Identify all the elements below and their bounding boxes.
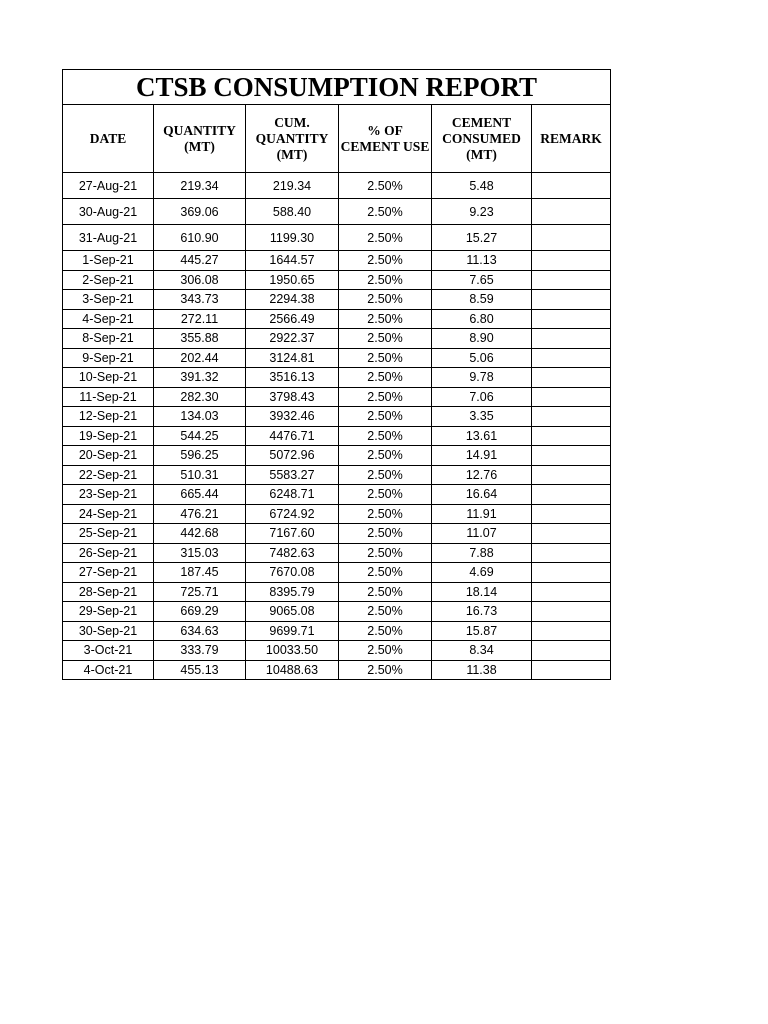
cell-consumed: 4.69 (432, 563, 532, 583)
header-date (63, 105, 154, 173)
cell-cum-quantity: 2294.38 (246, 290, 339, 310)
cell-pct: 2.50% (339, 348, 432, 368)
cell-quantity: 669.29 (154, 602, 246, 622)
cell-pct: 2.50% (339, 251, 432, 271)
cell-quantity: 355.88 (154, 329, 246, 349)
table-row (63, 348, 611, 368)
header-pct-cement (339, 105, 432, 173)
cell-quantity: 202.44 (154, 348, 246, 368)
cell-remark (532, 225, 611, 251)
table-row (63, 368, 611, 388)
cell-quantity: 725.71 (154, 582, 246, 602)
cell-quantity: 442.68 (154, 524, 246, 544)
cell-cum-quantity: 3516.13 (246, 368, 339, 388)
cell-cum-quantity: 9699.71 (246, 621, 339, 641)
cell-cum-quantity: 10033.50 (246, 641, 339, 661)
cell-date: 2-Sep-21 (63, 270, 154, 290)
cell-cum-quantity: 2566.49 (246, 309, 339, 329)
header-quantity-line: (MT) (184, 138, 215, 154)
cell-date: 27-Aug-21 (63, 173, 154, 199)
cell-consumed: 7.06 (432, 387, 532, 407)
cell-remark (532, 446, 611, 466)
cell-pct: 2.50% (339, 660, 432, 680)
cell-remark (532, 582, 611, 602)
table-row (63, 387, 611, 407)
cell-date: 22-Sep-21 (63, 465, 154, 485)
cell-quantity: 634.63 (154, 621, 246, 641)
cell-remark (532, 290, 611, 310)
cell-consumed: 13.61 (432, 426, 532, 446)
cell-cum-quantity: 5072.96 (246, 446, 339, 466)
cell-remark (532, 485, 611, 505)
cell-consumed: 6.80 (432, 309, 532, 329)
cell-quantity: 445.27 (154, 251, 246, 271)
cell-pct: 2.50% (339, 485, 432, 505)
table-row (63, 602, 611, 622)
cell-quantity: 187.45 (154, 563, 246, 583)
header-cement-consumed-line: (MT) (466, 146, 497, 162)
cell-pct: 2.50% (339, 426, 432, 446)
cell-remark (532, 368, 611, 388)
cell-consumed: 9.78 (432, 368, 532, 388)
cell-date: 8-Sep-21 (63, 329, 154, 349)
cell-cum-quantity: 1644.57 (246, 251, 339, 271)
cell-cum-quantity: 7482.63 (246, 543, 339, 563)
cell-pct: 2.50% (339, 621, 432, 641)
cell-cum-quantity: 6248.71 (246, 485, 339, 505)
consumption-report-table (62, 69, 611, 680)
cell-date: 31-Aug-21 (63, 225, 154, 251)
cell-date: 29-Sep-21 (63, 602, 154, 622)
table-row (63, 407, 611, 427)
cell-consumed: 11.38 (432, 660, 532, 680)
cell-date: 28-Sep-21 (63, 582, 154, 602)
cell-date: 11-Sep-21 (63, 387, 154, 407)
cell-remark (532, 387, 611, 407)
cell-date: 27-Sep-21 (63, 563, 154, 583)
cell-consumed: 7.88 (432, 543, 532, 563)
cell-consumed: 12.76 (432, 465, 532, 485)
table-row (63, 465, 611, 485)
header-pct-cement-line: % OF (367, 122, 403, 138)
header-remark-line: REMARK (540, 130, 602, 146)
cell-quantity: 282.30 (154, 387, 246, 407)
cell-date: 1-Sep-21 (63, 251, 154, 271)
cell-quantity: 315.03 (154, 543, 246, 563)
cell-remark (532, 426, 611, 446)
cell-consumed: 18.14 (432, 582, 532, 602)
cell-pct: 2.50% (339, 504, 432, 524)
cell-pct: 2.50% (339, 270, 432, 290)
cell-date: 4-Sep-21 (63, 309, 154, 329)
cell-remark (532, 543, 611, 563)
cell-consumed: 16.73 (432, 602, 532, 622)
cell-quantity: 272.11 (154, 309, 246, 329)
table-row (63, 309, 611, 329)
cell-pct: 2.50% (339, 368, 432, 388)
cell-cum-quantity: 7167.60 (246, 524, 339, 544)
cell-consumed: 11.13 (432, 251, 532, 271)
table-row (63, 173, 611, 199)
cell-pct: 2.50% (339, 524, 432, 544)
cell-cum-quantity: 7670.08 (246, 563, 339, 583)
cell-pct: 2.50% (339, 199, 432, 225)
table-row (63, 199, 611, 225)
table-row (63, 426, 611, 446)
cell-cum-quantity: 9065.08 (246, 602, 339, 622)
cell-remark (532, 621, 611, 641)
cell-pct: 2.50% (339, 582, 432, 602)
header-date-line: DATE (89, 130, 127, 146)
title-row (63, 70, 611, 105)
cell-cum-quantity: 588.40 (246, 199, 339, 225)
cell-quantity: 455.13 (154, 660, 246, 680)
table-row (63, 485, 611, 505)
cell-consumed: 16.64 (432, 485, 532, 505)
cell-pct: 2.50% (339, 602, 432, 622)
cell-quantity: 391.32 (154, 368, 246, 388)
cell-pct: 2.50% (339, 225, 432, 251)
cell-consumed: 7.65 (432, 270, 532, 290)
cell-consumed: 8.90 (432, 329, 532, 349)
table-row (63, 270, 611, 290)
cell-remark (532, 251, 611, 271)
cell-pct: 2.50% (339, 543, 432, 563)
cell-date: 30-Sep-21 (63, 621, 154, 641)
cell-pct: 2.50% (339, 641, 432, 661)
cell-quantity: 596.25 (154, 446, 246, 466)
cell-remark (532, 563, 611, 583)
table-row (63, 582, 611, 602)
cell-consumed: 5.48 (432, 173, 532, 199)
cell-date: 10-Sep-21 (63, 368, 154, 388)
cell-quantity: 369.06 (154, 199, 246, 225)
cell-pct: 2.50% (339, 563, 432, 583)
cell-quantity: 343.73 (154, 290, 246, 310)
table-row (63, 251, 611, 271)
header-cement-consumed-line: CEMENT (451, 114, 512, 130)
cell-quantity: 544.25 (154, 426, 246, 446)
header-cement-consumed (432, 105, 532, 173)
cell-pct: 2.50% (339, 387, 432, 407)
cell-quantity: 134.03 (154, 407, 246, 427)
cell-pct: 2.50% (339, 329, 432, 349)
report-body (63, 173, 611, 680)
cell-remark (532, 524, 611, 544)
table-row (63, 524, 611, 544)
cell-date: 3-Oct-21 (63, 641, 154, 661)
cell-remark (532, 504, 611, 524)
cell-date: 23-Sep-21 (63, 485, 154, 505)
cell-cum-quantity: 1950.65 (246, 270, 339, 290)
cell-quantity: 476.21 (154, 504, 246, 524)
cell-date: 25-Sep-21 (63, 524, 154, 544)
cell-pct: 2.50% (339, 173, 432, 199)
cell-quantity: 306.08 (154, 270, 246, 290)
cell-cum-quantity: 8395.79 (246, 582, 339, 602)
header-quantity (154, 105, 246, 173)
cell-cum-quantity: 3798.43 (246, 387, 339, 407)
header-row (63, 105, 611, 173)
header-remark (532, 105, 611, 173)
table-row (63, 504, 611, 524)
table-row (63, 660, 611, 680)
cell-date: 30-Aug-21 (63, 199, 154, 225)
header-quantity-line: QUANTITY (163, 122, 236, 138)
cell-date: 12-Sep-21 (63, 407, 154, 427)
cell-pct: 2.50% (339, 465, 432, 485)
header-cement-consumed-line: CONSUMED (442, 130, 521, 146)
cell-date: 19-Sep-21 (63, 426, 154, 446)
table-row (63, 621, 611, 641)
cell-consumed: 9.23 (432, 199, 532, 225)
cell-consumed: 5.06 (432, 348, 532, 368)
cell-pct: 2.50% (339, 407, 432, 427)
cell-remark (532, 173, 611, 199)
table-row (63, 290, 611, 310)
cell-remark (532, 270, 611, 290)
report-title: CTSB CONSUMPTION REPORT (63, 70, 611, 105)
cell-remark (532, 465, 611, 485)
cell-remark (532, 348, 611, 368)
header-cum-quantity-line: (MT) (276, 146, 308, 162)
table-row (63, 225, 611, 251)
table-row (63, 543, 611, 563)
cell-pct: 2.50% (339, 290, 432, 310)
cell-remark (532, 641, 611, 661)
cell-remark (532, 309, 611, 329)
header-cum-quantity-line: CUM. (274, 114, 310, 130)
cell-cum-quantity: 10488.63 (246, 660, 339, 680)
cell-quantity: 333.79 (154, 641, 246, 661)
cell-cum-quantity: 3932.46 (246, 407, 339, 427)
cell-cum-quantity: 6724.92 (246, 504, 339, 524)
cell-consumed: 8.59 (432, 290, 532, 310)
cell-quantity: 510.31 (154, 465, 246, 485)
header-pct-cement-line: CEMENT USE (340, 138, 430, 154)
cell-consumed: 3.35 (432, 407, 532, 427)
cell-date: 4-Oct-21 (63, 660, 154, 680)
cell-remark (532, 407, 611, 427)
cell-date: 3-Sep-21 (63, 290, 154, 310)
cell-cum-quantity: 2922.37 (246, 329, 339, 349)
header-cum-quantity (246, 105, 339, 173)
table-row (63, 446, 611, 466)
cell-date: 26-Sep-21 (63, 543, 154, 563)
cell-quantity: 610.90 (154, 225, 246, 251)
cell-cum-quantity: 5583.27 (246, 465, 339, 485)
table-row (63, 329, 611, 349)
cell-remark (532, 329, 611, 349)
cell-cum-quantity: 4476.71 (246, 426, 339, 446)
cell-remark (532, 199, 611, 225)
cell-remark (532, 602, 611, 622)
cell-cum-quantity: 219.34 (246, 173, 339, 199)
header-cum-quantity-line: QUANTITY (255, 130, 329, 146)
cell-quantity: 665.44 (154, 485, 246, 505)
table-row (63, 563, 611, 583)
cell-consumed: 15.27 (432, 225, 532, 251)
cell-pct: 2.50% (339, 446, 432, 466)
cell-consumed: 14.91 (432, 446, 532, 466)
cell-consumed: 15.87 (432, 621, 532, 641)
cell-pct: 2.50% (339, 309, 432, 329)
table-row (63, 641, 611, 661)
cell-cum-quantity: 1199.30 (246, 225, 339, 251)
cell-consumed: 11.07 (432, 524, 532, 544)
cell-cum-quantity: 3124.81 (246, 348, 339, 368)
cell-date: 24-Sep-21 (63, 504, 154, 524)
cell-remark (532, 660, 611, 680)
cell-consumed: 8.34 (432, 641, 532, 661)
cell-quantity: 219.34 (154, 173, 246, 199)
cell-date: 20-Sep-21 (63, 446, 154, 466)
cell-date: 9-Sep-21 (63, 348, 154, 368)
cell-consumed: 11.91 (432, 504, 532, 524)
